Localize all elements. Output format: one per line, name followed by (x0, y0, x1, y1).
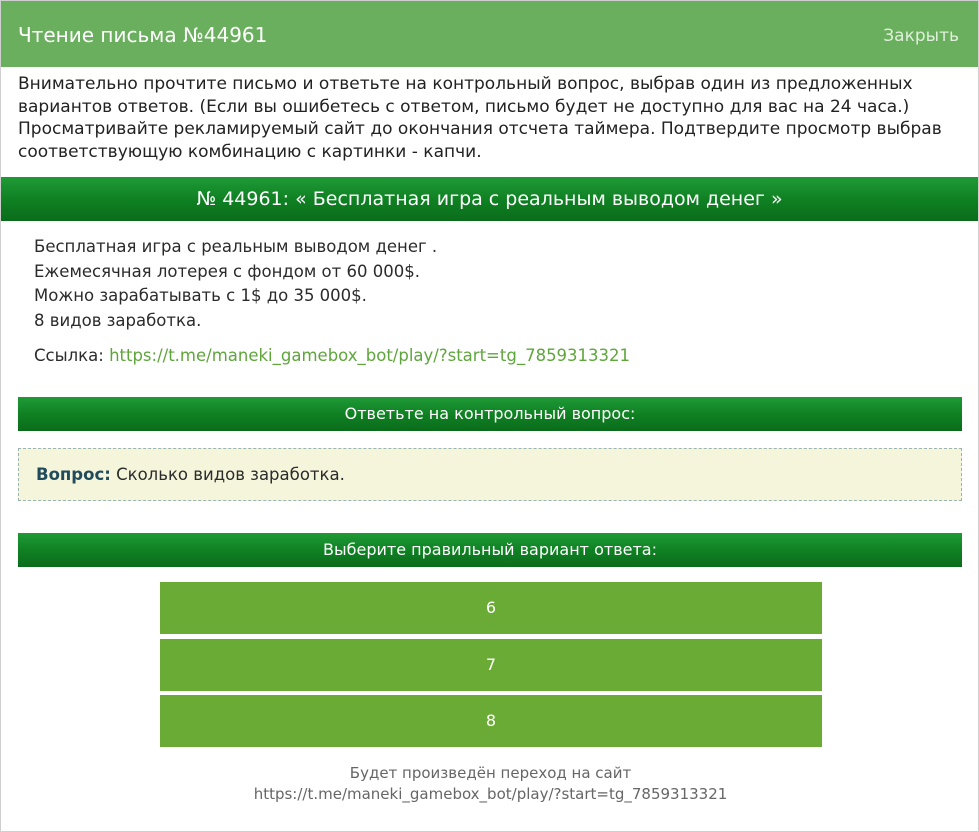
answer-option-button[interactable]: 6 (160, 582, 822, 634)
answer-option-button[interactable]: 8 (160, 695, 822, 747)
link-label: Ссылка: (34, 346, 104, 365)
letter-title-banner: № 44961: « Бесплатная игра с реальным выводом денег » (1, 177, 978, 221)
letter-link-row (34, 344, 630, 368)
letter-line: Можно зарабатывать с 1$ до 35 000$. (34, 286, 367, 305)
redirect-note (1, 763, 979, 805)
letter-line: 8 видов заработка. (34, 310, 202, 330)
control-question-header: Ответьте на контрольный вопрос: (18, 397, 962, 431)
letter-body (34, 235, 954, 333)
redirect-note-line: Будет произведён переход на сайт (349, 764, 632, 782)
modal-title: Чтение письма №44961 (18, 23, 268, 47)
answer-choices-header: Выберите правильный вариант ответа: (18, 533, 962, 567)
letter-line: Бесплатная игра с реальным выводом денег . (34, 237, 438, 256)
answer-option-button[interactable]: 7 (160, 639, 822, 691)
close-button[interactable]: Закрыть (883, 26, 959, 46)
modal-header (1, 1, 978, 67)
question-label: Вопрос: (36, 465, 111, 484)
letter-link[interactable]: https://t.me/maneki_gamebox_bot/play/?start=tg_7859313321 (109, 346, 631, 365)
question-box (18, 448, 962, 501)
question-text: Сколько видов заработка. (116, 465, 345, 484)
letter-line: Ежемесячная лотерея с фондом от 60 000$. (34, 261, 420, 281)
instructions-text: Внимательно прочтите письмо и ответьте на контрольный вопрос, выбрав один из предложенных вариантов ответов. (Если вы ошибетесь с ответом, письмо будет не доступно для вас на 24 часа.) Просматривайте рекламируемый сайт до окончания отсчета таймера. Подтвердите просмотр выбрав соответствующую комбинацию с картинки - капчи. (18, 74, 942, 162)
redirect-url: https://t.me/maneki_gamebox_bot/play/?start=tg_7859313321 (253, 785, 728, 803)
